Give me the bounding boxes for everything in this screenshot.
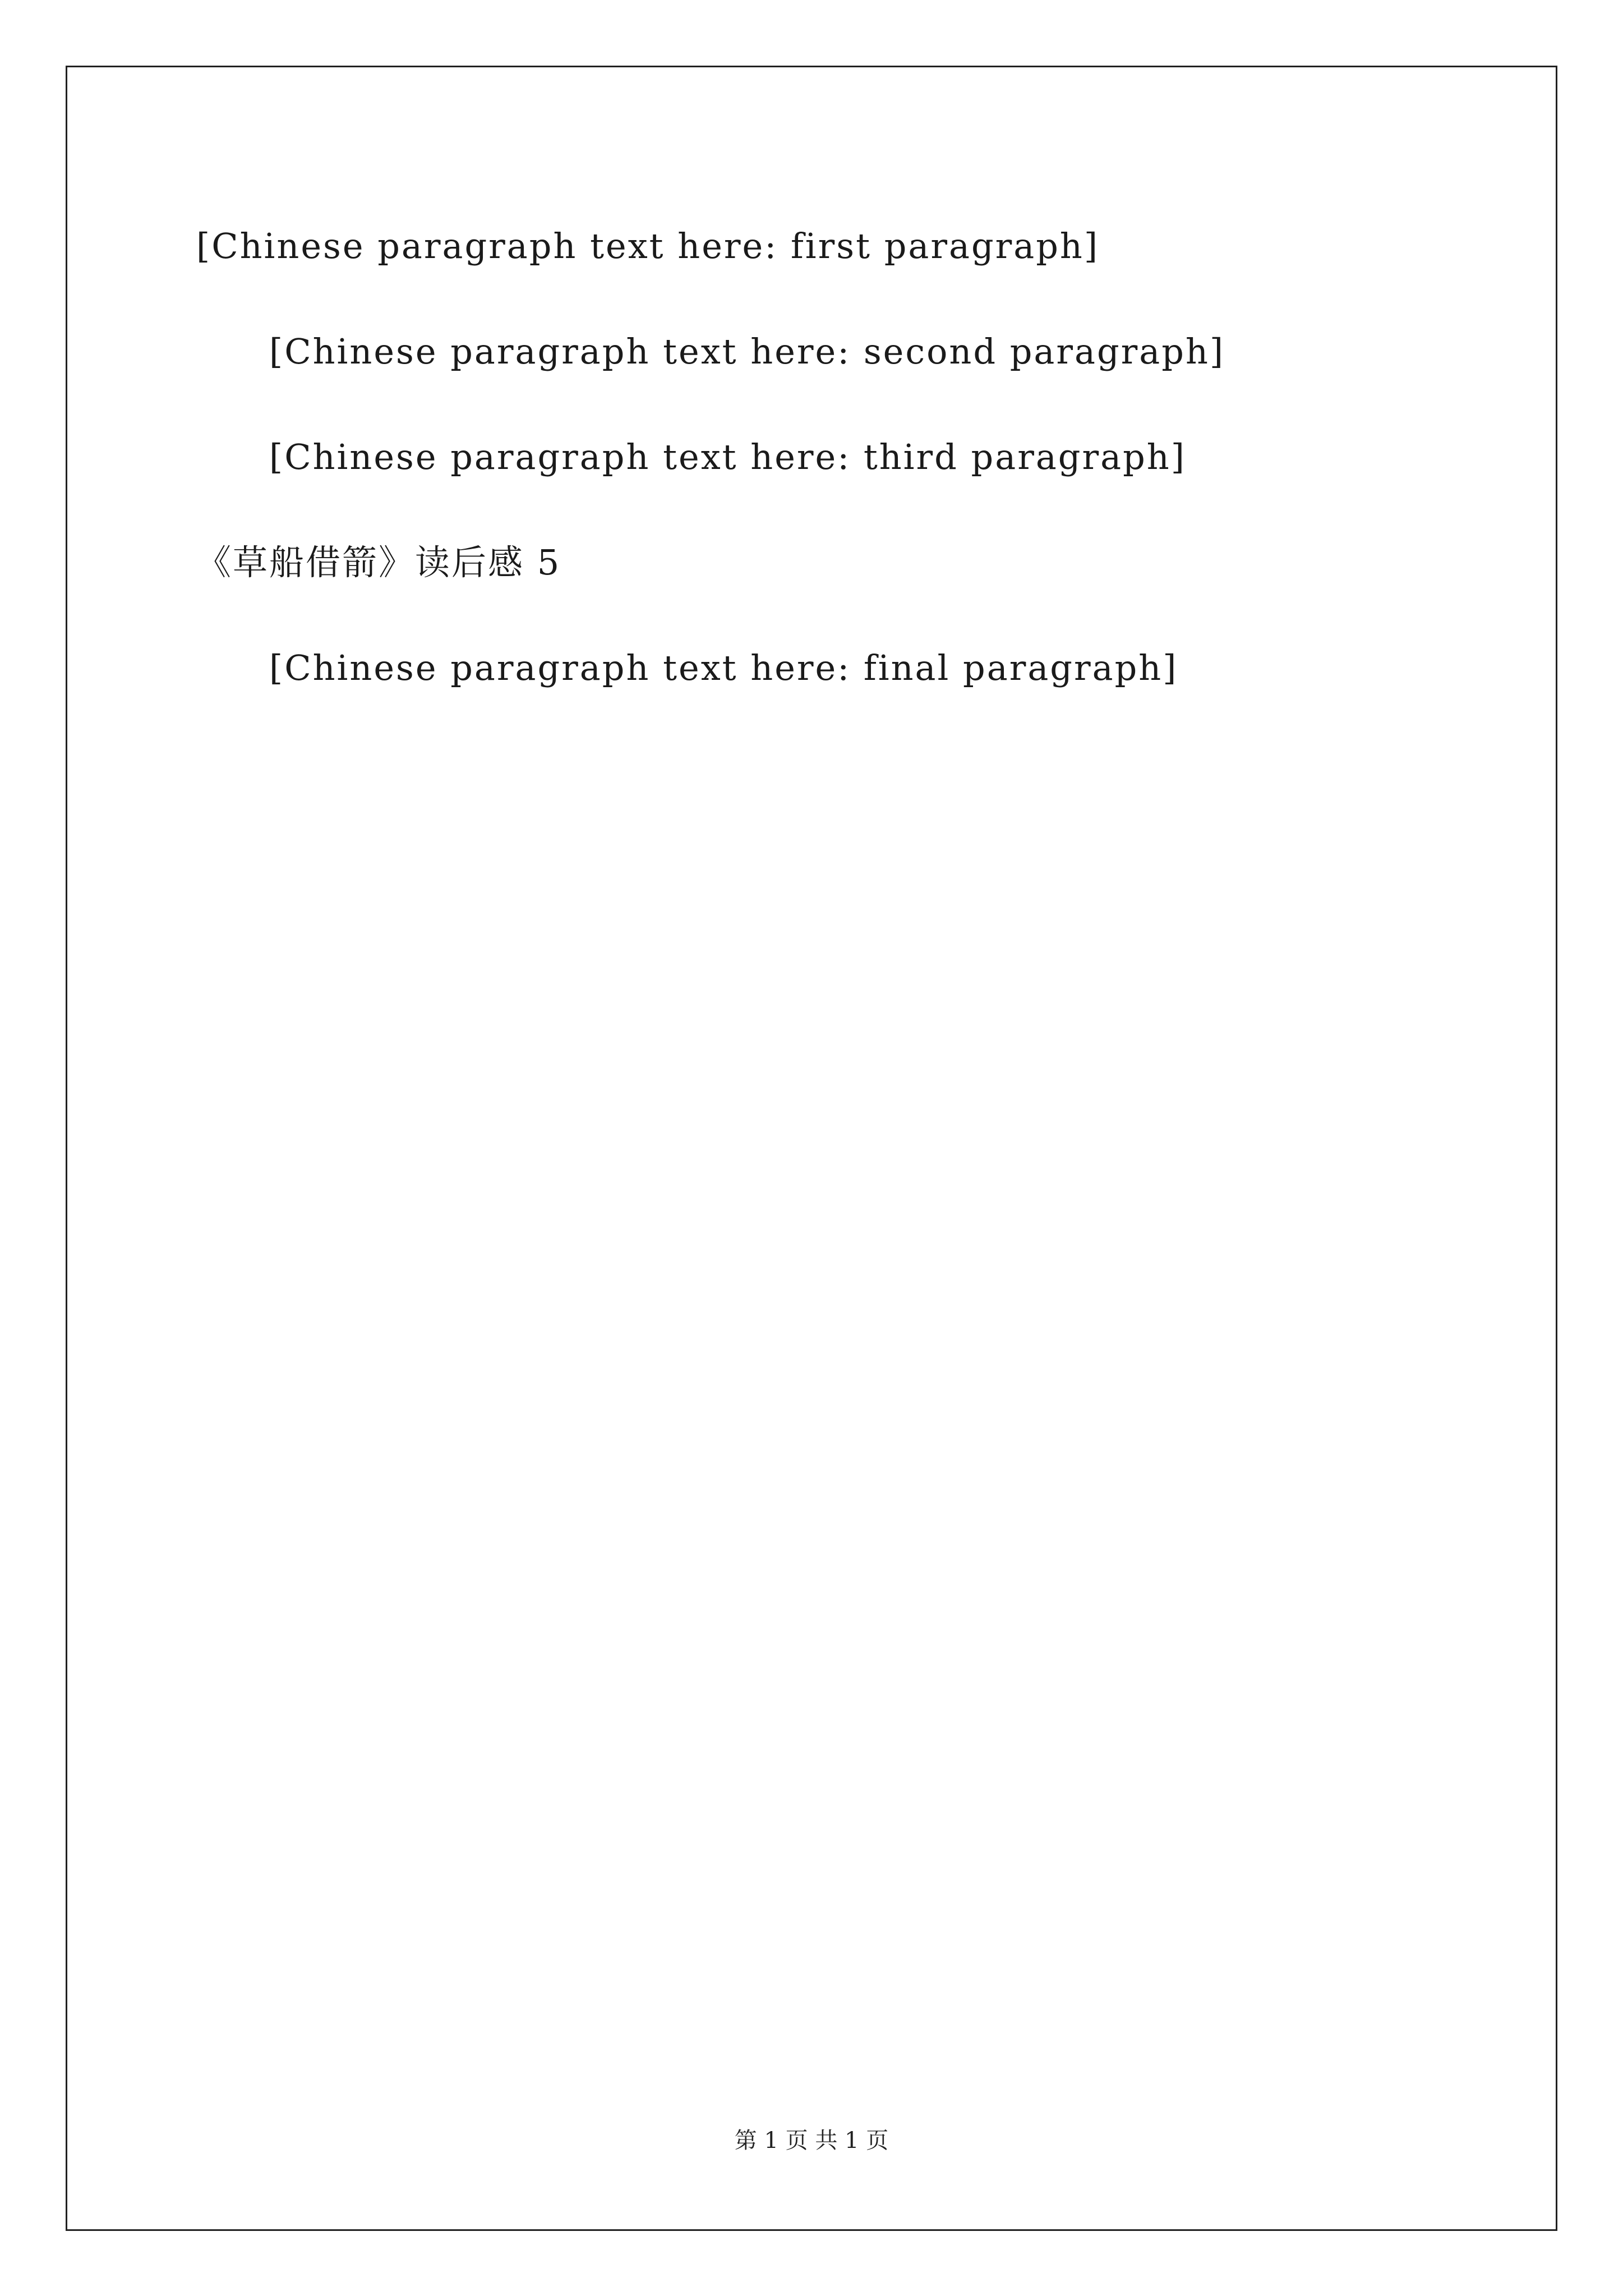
paragraph-1: [Chinese paragraph text here: first paragraph] bbox=[196, 226, 1100, 266]
page-footer: 第 1 页 共 1 页 bbox=[734, 2128, 889, 2154]
paragraph-2: [Chinese paragraph text here: second paragraph] bbox=[269, 331, 1225, 372]
paragraph-4: [Chinese paragraph text here: final paragraph] bbox=[269, 647, 1178, 688]
paragraph-3: [Chinese paragraph text here: third paragraph] bbox=[269, 436, 1186, 477]
section-heading: 《草船借箭》读后感 5 bbox=[196, 542, 561, 583]
document-body bbox=[196, 194, 1458, 721]
